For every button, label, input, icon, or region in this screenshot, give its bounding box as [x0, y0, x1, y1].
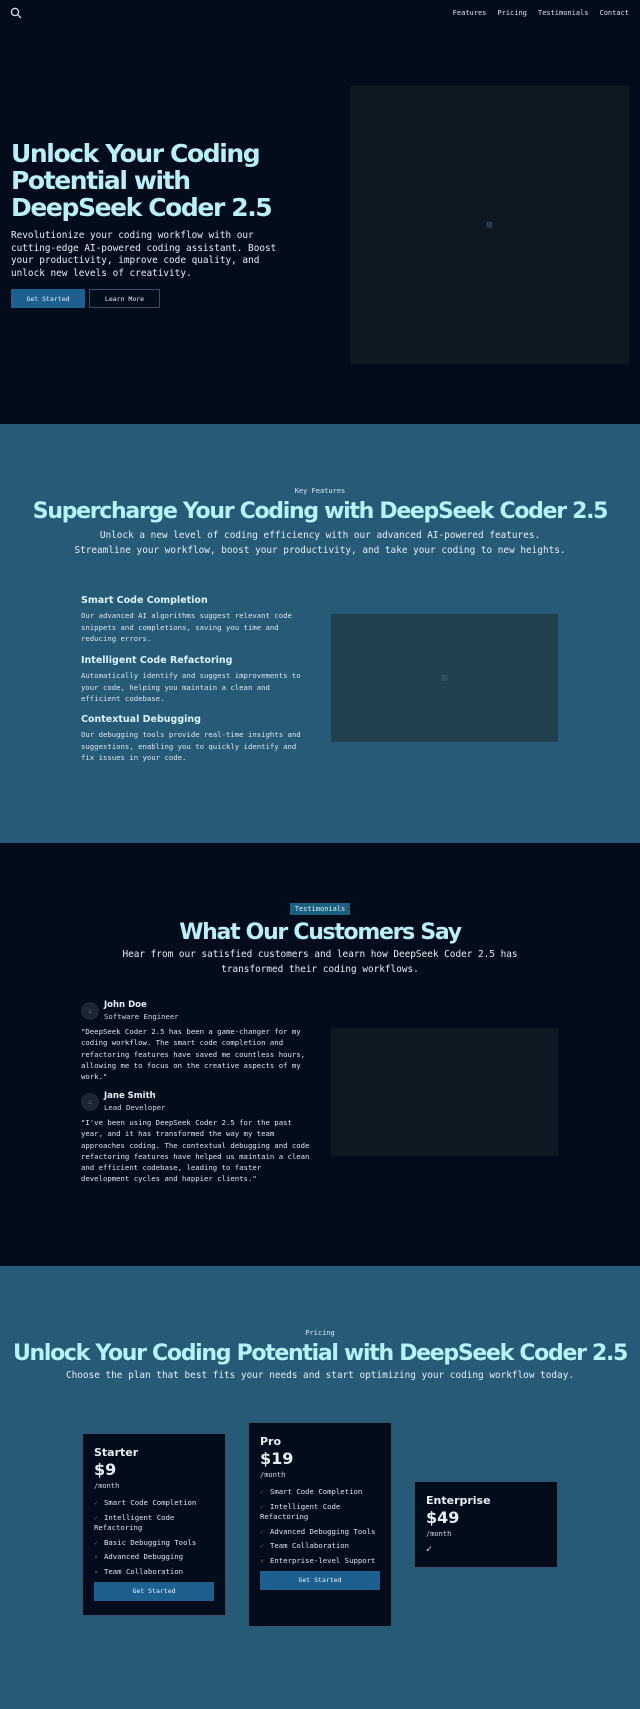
- check-icon: ✓: [260, 1542, 265, 1551]
- broken-image-icon: ▨: [486, 220, 493, 230]
- plan-period: /month: [260, 1471, 286, 1479]
- nav-link-testimonials[interactable]: Testimonials: [537, 9, 589, 17]
- check-icon: ✓: [94, 1513, 99, 1522]
- cross-icon: ✕: [94, 1553, 99, 1562]
- plan-name: Enterprise: [426, 1494, 491, 1507]
- avatar: [81, 1093, 99, 1111]
- plan-feature: ✓ Basic Debugging Tools: [94, 1537, 197, 1547]
- pro-get-started-button[interactable]: Get Started: [260, 1571, 380, 1590]
- check-icon: ✓: [94, 1499, 99, 1507]
- avatar: [81, 1002, 99, 1020]
- nav-link-contact[interactable]: Contact: [599, 9, 629, 17]
- pricing-card-starter: [82, 1433, 226, 1616]
- feature-text: Automatically identify and suggest improvements to your code, helping you maintain a clean and efficient codebase.: [81, 671, 301, 704]
- learn-more-button[interactable]: Learn More: [89, 289, 160, 308]
- plan-feature: ✓ Intelligent Code Refactoring: [94, 1512, 175, 1533]
- check-icon: ✓: [260, 1527, 265, 1536]
- feature-item: [81, 655, 311, 705]
- features-description: Unlock a new level of coding efficiency with our advanced AI-powered features. Streamline your workflow, boost your productivity, and take your coding to new heights.: [74, 530, 566, 556]
- testimonial-name: Jane Smith: [104, 1091, 156, 1101]
- plan-price: $9: [94, 1460, 117, 1479]
- plan-feature: ✓ Intelligent Code Refactoring: [260, 1501, 341, 1522]
- plan-feature: ✓ Smart Code Completion: [94, 1498, 197, 1507]
- broken-image-icon: ▨: [441, 673, 448, 683]
- plan-feature: ✓ Team Collaboration: [260, 1541, 350, 1551]
- feature-item: [81, 714, 311, 764]
- plan-feature: ✓ Smart Code Completion: [260, 1487, 363, 1496]
- pricing-card-pro: [248, 1422, 392, 1627]
- top-nav: [453, 9, 629, 17]
- testimonial-quote: "DeepSeek Coder 2.5 has been a game-changer for my coding workflow. The smart code completion and refactoring features have saved me countless hours, allowing me to focus on the creative aspects of my work.": [81, 1027, 306, 1082]
- starter-get-started-button[interactable]: Get Started: [94, 1582, 214, 1601]
- user-icon: ♙: [87, 1007, 93, 1015]
- features-eyebrow: Key Features: [294, 487, 346, 495]
- hero-title: Unlock Your Coding Potential with DeepSeek Coder 2.5: [11, 139, 272, 222]
- plan-period: /month: [94, 1482, 120, 1490]
- testimonial-role: Lead Developer: [104, 1103, 166, 1112]
- plan-feature-list: [94, 1498, 214, 1578]
- pricing-card-enterprise: [414, 1481, 558, 1568]
- feature-title: Contextual Debugging: [81, 714, 201, 725]
- plan-feature: ✕ Team Collaboration: [94, 1566, 184, 1576]
- testimonials-title: What Our Customers Say: [179, 920, 461, 945]
- plan-feature: ✕ Enterprise-level Support: [260, 1555, 376, 1565]
- plan-price: $49: [426, 1508, 460, 1527]
- feature-item: [81, 595, 311, 645]
- cross-icon: ✕: [94, 1567, 99, 1576]
- nav-link-features[interactable]: Features: [452, 9, 487, 17]
- feature-title: Intelligent Code Refactoring: [81, 655, 233, 666]
- plan-price: $19: [260, 1449, 294, 1468]
- pricing-eyebrow: Pricing: [305, 1329, 335, 1337]
- search-logo-icon[interactable]: [10, 7, 22, 19]
- nav-link-pricing[interactable]: Pricing: [497, 9, 527, 17]
- plan-feature-list: [260, 1487, 380, 1567]
- check-icon: ✓: [260, 1502, 265, 1511]
- features-title: Supercharge Your Coding with DeepSeek Coder 2.5: [32, 499, 608, 524]
- pricing-title: Unlock Your Coding Potential with DeepSeek Coder 2.5: [12, 1341, 628, 1366]
- plan-name: Starter: [94, 1446, 139, 1459]
- testimonials-badge: Testimonials: [290, 903, 350, 915]
- feature-title: Smart Code Completion: [81, 595, 208, 606]
- cross-icon: ✕: [260, 1556, 265, 1565]
- check-icon: ✓: [426, 1544, 433, 1555]
- plan-feature: ✕ Advanced Debugging: [94, 1552, 184, 1562]
- hero-image: [350, 86, 629, 364]
- testimonials-description: Hear from our satisfied customers and learn how DeepSeek Coder 2.5 has transformed their coding workflows.: [122, 949, 518, 975]
- features-image: [331, 614, 558, 742]
- testimonial-name: John Doe: [104, 1000, 147, 1010]
- testimonials-image: [331, 1028, 558, 1156]
- user-icon: ♙: [87, 1098, 93, 1106]
- testimonial-role: Software Engineer: [104, 1012, 179, 1021]
- feature-text: Our debugging tools provide real-time insights and suggestions, enabling you to quickly identify and fix issues in your code.: [81, 730, 301, 763]
- testimonial-quote: "I've been using DeepSeek Coder 2.5 for the past year, and it has transformed the way my team approaches coding. The contextual debugging and code refactoring features have helped us maintain a clean and efficient codebase, leading to faster development cycles and happier clients.": [81, 1118, 310, 1184]
- hero-description: Revolutionize your coding workflow with our cutting-edge AI-powered coding assistant. Boost your productivity, improve code quality, and unlock new levels of creativity.: [11, 230, 277, 279]
- get-started-button[interactable]: Get Started: [11, 289, 85, 308]
- plan-name: Pro: [260, 1435, 282, 1448]
- check-icon: ✓: [94, 1538, 99, 1547]
- check-icon: ✓: [260, 1488, 265, 1496]
- feature-text: Our advanced AI algorithms suggest relevant code snippets and completions, saving you time and reducing errors.: [81, 611, 292, 644]
- plan-period: /month: [426, 1530, 452, 1538]
- plan-feature: ✓ Advanced Debugging Tools: [260, 1526, 376, 1536]
- pricing-description: Choose the plan that best fits your needs and start optimizing your coding workflow today.: [66, 1370, 574, 1381]
